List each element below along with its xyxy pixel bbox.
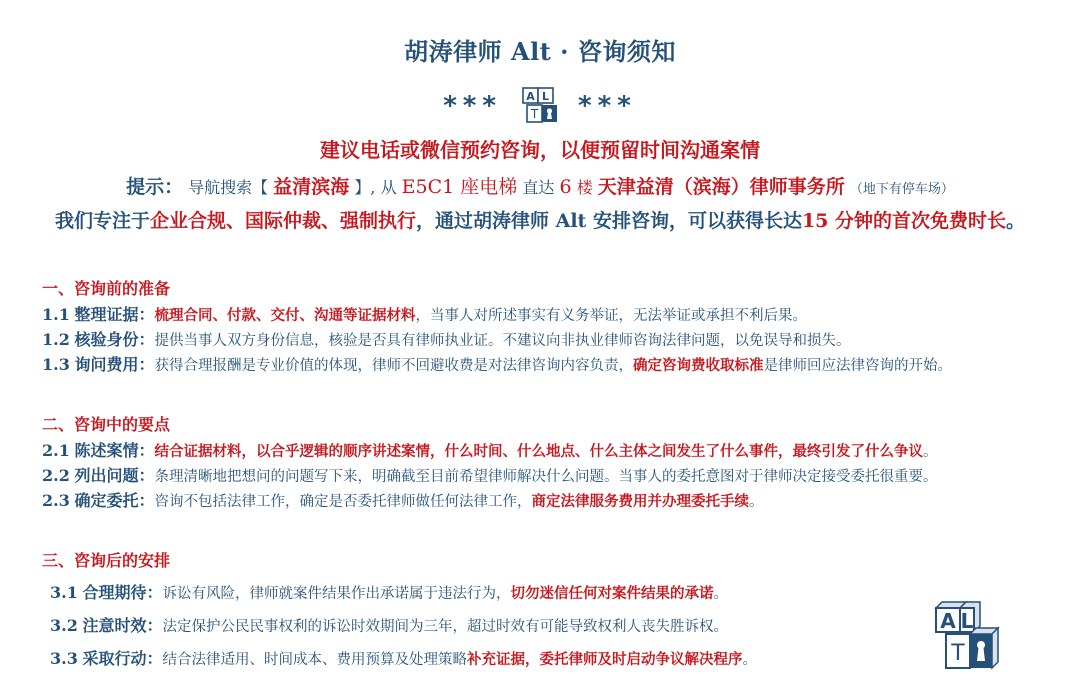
focus-areas: 企业合规、国际仲裁、强制执行 — [149, 210, 416, 232]
item-text: 诉讼有风险，律师就案件结果作出承诺属于违法行为， — [162, 586, 511, 602]
title-divider — [0, 86, 1080, 126]
item-number: 3.2 — [50, 616, 78, 635]
hint-place: 益清滨海 — [273, 176, 350, 198]
item-key: 列出问题： — [74, 466, 155, 485]
svg-text:A: A — [526, 90, 535, 103]
svg-text:T: T — [951, 641, 965, 666]
navigation-hint — [0, 172, 1080, 199]
svg-text:L: L — [960, 609, 974, 633]
item-text: 获得合理报酬是专业价值的体现，律师不回避收费是对法律咨询内容负责， — [154, 358, 633, 374]
item-tail: 。 — [742, 652, 757, 668]
section-heading: 一、咨询前的准备 — [42, 279, 171, 298]
item-tail: 。 — [713, 586, 728, 602]
item-emphasis: 梳理合同、付款、交付、沟通等证据材料 — [154, 307, 416, 324]
list-item — [42, 463, 937, 488]
item-text: 法定保护公民民事权利的诉讼时效期间为三年，超过时效有可能导致权利人丧失胜诉权。 — [162, 619, 728, 635]
alt-logo-large-icon — [930, 600, 1002, 676]
item-text: 提供当事人双方身份信息，核验是否具有律师执业证。不建议向非执业律师咨询法律问题，以免误导和损失。 — [154, 333, 851, 349]
hint-floor-num: 6 — [559, 176, 572, 198]
list-item — [50, 644, 757, 673]
section-heading: 三、咨询后的安排 — [42, 551, 171, 570]
section-heading: 二、咨询中的要点 — [42, 415, 171, 434]
list-item — [42, 352, 952, 377]
item-emphasis: 切勿迷信任何对案件结果的承诺 — [510, 585, 714, 602]
hint-label: 提示： — [126, 176, 184, 198]
item-emphasis: 结合证据材料，以合乎逻辑的顺序讲述案情，什么时间、什么地点、什么主体之间发生了什么事件，最终引发了什么争议 — [154, 443, 923, 460]
section-before-consultation — [42, 276, 952, 377]
list-item — [50, 611, 757, 640]
list-item — [42, 327, 952, 352]
hint-floor: 楼 — [576, 178, 593, 197]
item-text: 结合法律适用、时间成本、费用预算及处理策略 — [162, 652, 467, 668]
item-number: 1.2 — [42, 330, 70, 349]
booking-advice: 建议电话或微信预约咨询，以便预留时间沟通案情 — [320, 138, 760, 162]
section-during-consultation — [42, 412, 937, 513]
svg-text:T: T — [530, 107, 539, 121]
list-item — [42, 302, 952, 327]
list-item — [42, 488, 937, 513]
svg-text:A: A — [940, 609, 956, 633]
item-key: 整理证据： — [74, 305, 155, 324]
hint-from: 】, 从 — [354, 178, 397, 197]
item-key: 确定委托： — [74, 491, 155, 510]
item-tail: 是律师回应法律咨询的开始。 — [763, 358, 952, 374]
item-key: 核验身份： — [74, 330, 155, 349]
page-title: 胡涛律师 Alt · 咨询须知 — [404, 37, 676, 66]
item-number: 1.3 — [42, 355, 70, 374]
item-text: 咨询不包括法律工作，确定是否委托律师做任何法律工作， — [154, 494, 532, 510]
item-key: 询问费用： — [74, 355, 155, 374]
item-number: 3.1 — [50, 583, 78, 602]
item-text: ，当事人对所述事实有义务举证，无法举证或承担不利后果。 — [415, 308, 807, 324]
hint-parking: （地下有停车场） — [849, 182, 954, 197]
item-emphasis: 确定咨询费收取标准 — [632, 357, 764, 374]
item-text: 条理清晰地把想问的问题写下来，明确截至目前希望律师解决什么问题。当事人的委托意图对于律师决定接受委托很重要。 — [154, 469, 938, 485]
focus-prefix: 我们专注于 — [54, 210, 150, 232]
hint-firm: 天津益清（滨海）律师事务所 — [597, 176, 845, 198]
hint-building: E5C1 座电梯 — [401, 176, 518, 198]
item-number: 2.2 — [42, 466, 70, 485]
alt-logo-icon — [520, 86, 560, 126]
hint-nav-text: 导航搜索【 — [188, 178, 269, 197]
item-number: 2.3 — [42, 491, 70, 510]
focus-middle: ，通过胡涛律师 Alt 安排咨询，可以获得长达 — [415, 210, 802, 232]
focus-end: 。 — [1006, 210, 1026, 232]
section-after-consultation — [42, 548, 757, 673]
list-item — [50, 578, 757, 607]
item-tail: 。 — [748, 494, 764, 510]
practice-focus — [0, 206, 1080, 233]
item-emphasis: 商定法律服务费用并办理委托手续 — [531, 493, 749, 510]
item-key: 陈述案情： — [74, 441, 155, 460]
item-number: 1.1 — [42, 305, 70, 324]
item-key: 合理期待： — [82, 583, 163, 602]
item-key: 采取行动： — [82, 649, 163, 668]
hint-reach: 直达 — [522, 178, 555, 197]
stars-right: *** — [578, 91, 637, 121]
item-emphasis: 补充证据，委托律师及时启动争议解决程序 — [466, 651, 743, 668]
svg-text:L: L — [541, 90, 550, 103]
stars-left: *** — [443, 91, 502, 121]
item-number: 3.3 — [50, 649, 78, 668]
item-key: 注意时效： — [82, 616, 163, 635]
item-number: 2.1 — [42, 441, 70, 460]
item-text: 。 — [922, 444, 938, 460]
list-item — [42, 438, 937, 463]
focus-duration: 15 分钟的首次免费时长 — [801, 210, 1007, 232]
